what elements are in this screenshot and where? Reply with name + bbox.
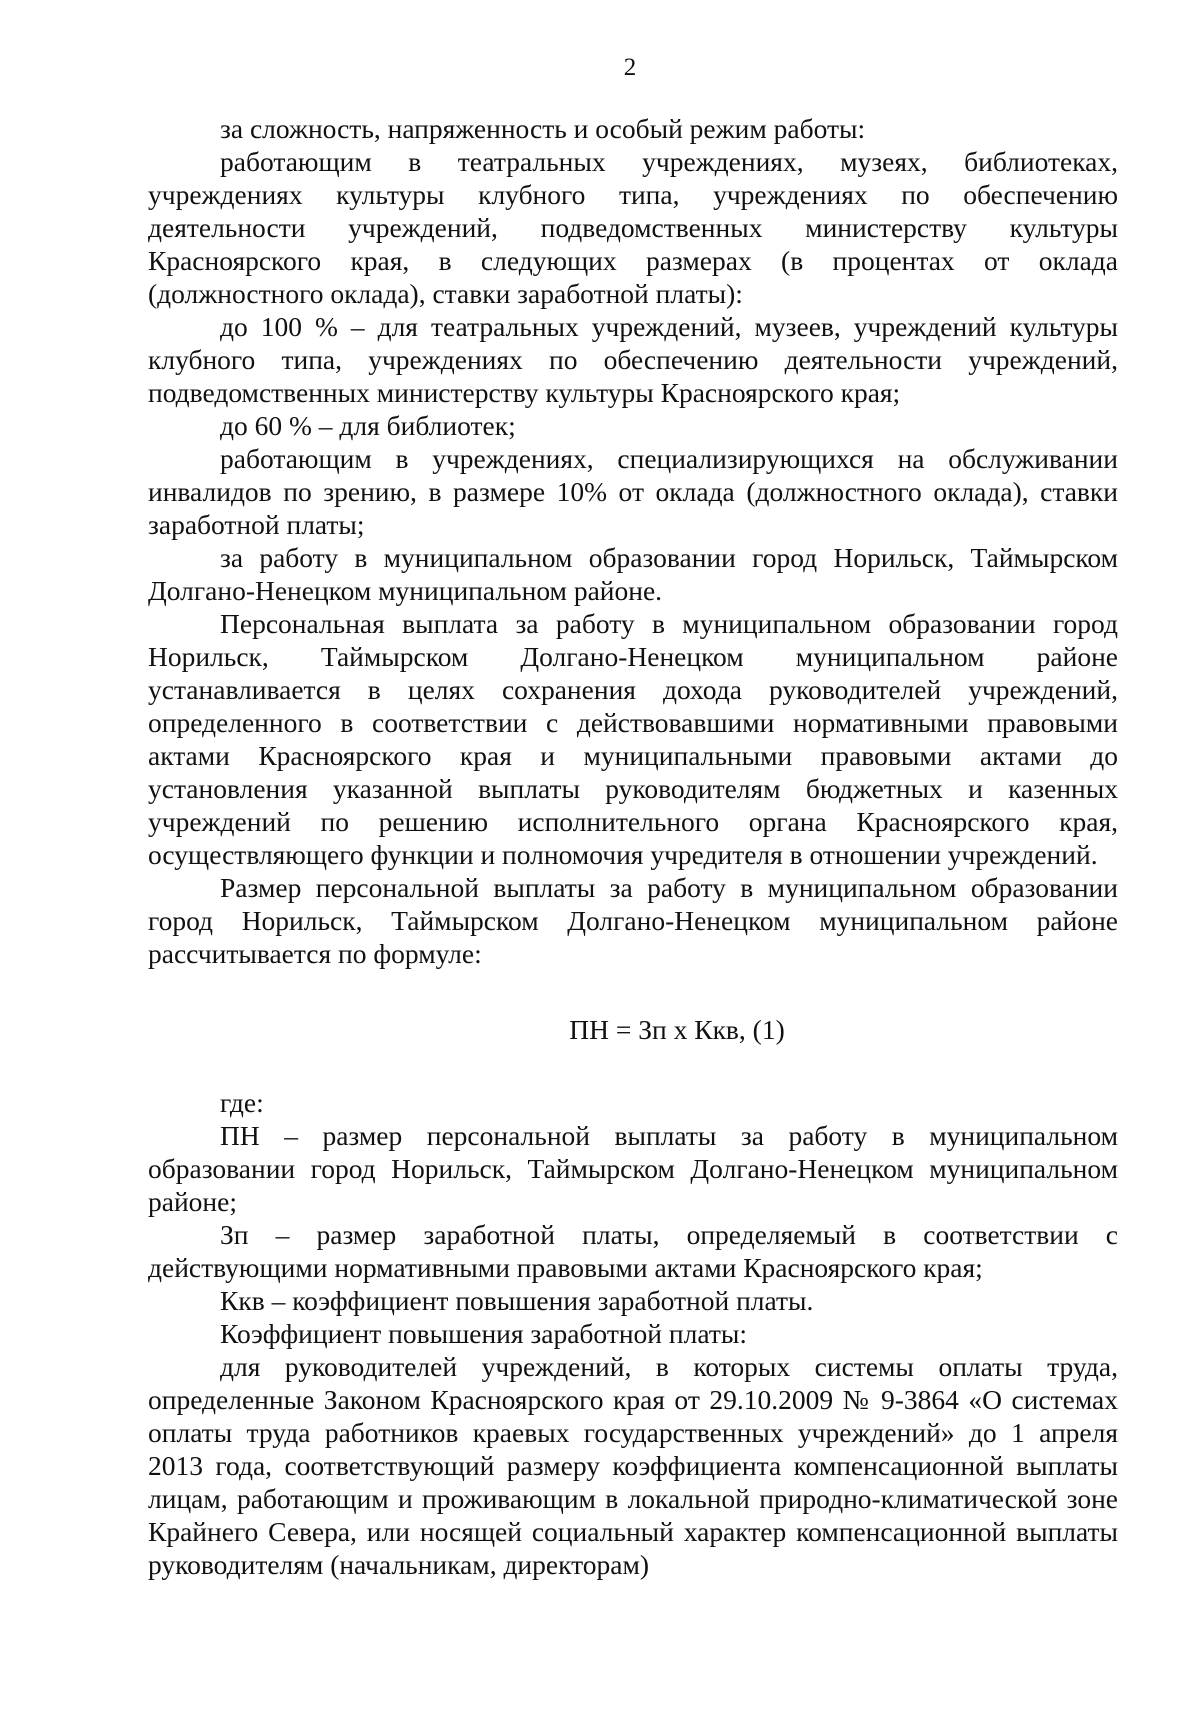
paragraph: Зп – размер заработной платы, определяемый в соответствии с действующими нормативными правовыми актами Красноярского края; [148,1219,1118,1283]
paragraph: для руководителей учреждений, в которых системы оплаты труда, определенные Законом Красноярского края от 29.10.2009 № 9-3864 «О системах оплаты труда работников краевых государственных учреждений» до 1 апреля 2013 года, соответствующий размеру коэффициента компенсационной выплаты лицам, работающим и проживающим в локальной природно-климатической зоне Крайнего Севера, или носящей социальный характер компенсационной выплаты руководителям (начальникам, директорам) [148,1351,1118,1580]
paragraph: Ккв – коэффициент повышения заработной платы. [220,1285,814,1316]
formula: ПН = Зп х Ккв, (1) [569,1014,785,1045]
paragraph: Размер персональной выплаты за работу в муниципальном образовании город Норильск, Таймырском Долгано-Ненецком муниципальном районе рассчитывается по формуле: [148,872,1118,969]
paragraph: до 100 % – для театральных учреждений, музеев, учреждений культуры клубного типа, учреждениях по обеспечению деятельности учреждений, подведомственных министерству культуры Красноярского края; [148,311,1118,408]
paragraph: Коэффициент повышения заработной платы: [220,1318,747,1349]
paragraph: Персональная выплата за работу в муниципальном образовании город Норильск, Таймырском Долгано-Ненецком муниципальном районе устанавливается в целях сохранения дохода руководителей учреждений, определенного в соответствии с действовавшими нормативными правовыми актами Красноярского края и муниципальными правовыми актами до установления указанной выплаты руководителям бюджетных и казенных учреждений по решению исполнительного органа Красноярского края, осуществляющего функции и полномочия учредителя в отношении учреждений. [148,608,1118,870]
page-number: 2 [623,54,637,81]
paragraph: работающим в театральных учреждениях, музеях, библиотеках, учреждениях культуры клубного типа, учреждениях по обеспечению деятельности учреждений, подведомственных министерству культуры Красноярского края, в следующих размерах (в процентах от оклада (должностного оклада), ставки заработной платы): [148,146,1118,309]
paragraph: ПН – размер персональной выплаты за работу в муниципальном образовании город Норильск, Таймырском Долгано-Ненецком муниципальном районе; [148,1120,1118,1217]
paragraph: где: [220,1087,264,1118]
document-body [148,112,1118,1581]
paragraph: за работу в муниципальном образовании город Норильск, Таймырском Долгано-Ненецком муниципальном районе. [148,542,1118,606]
paragraph: работающим в учреждениях, специализирующихся на обслуживании инвалидов по зрению, в размере 10% от оклада (должностного оклада), ставки заработной платы; [148,443,1118,540]
paragraph: за сложность, напряженность и особый режим работы: [220,113,866,144]
paragraph: до 60 % – для библиотек; [220,410,516,441]
